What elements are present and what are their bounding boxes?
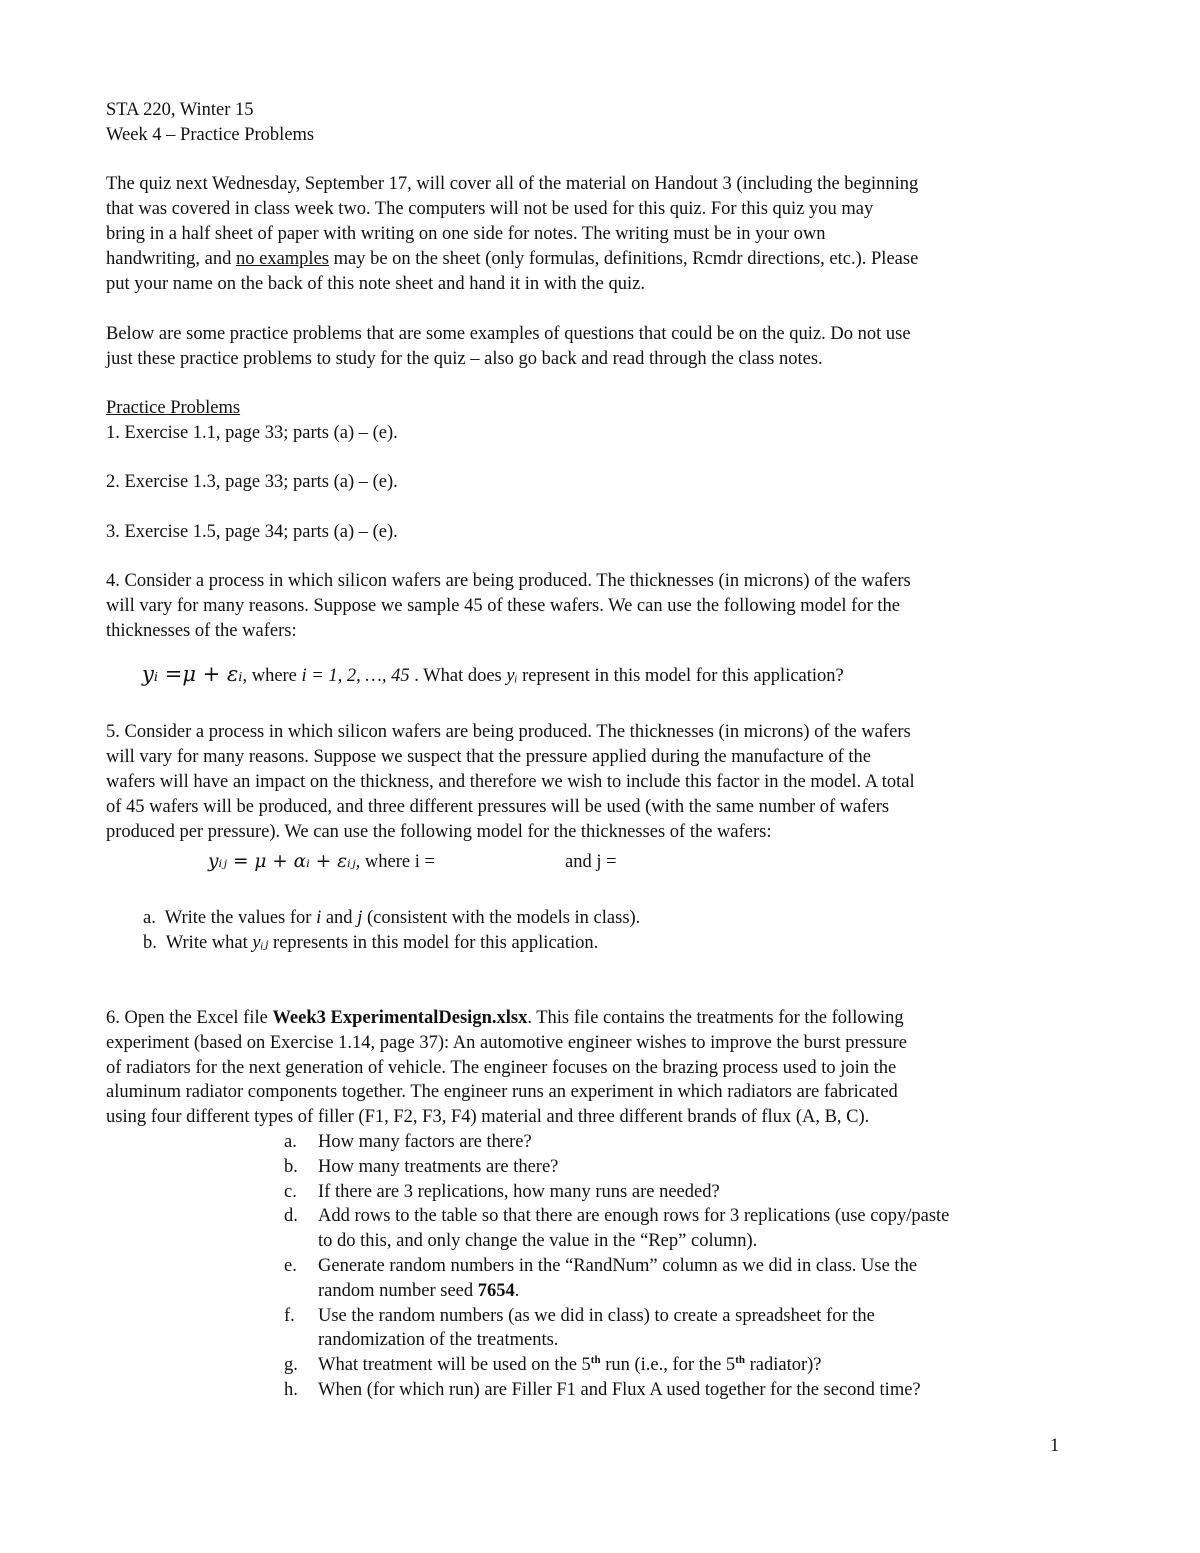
course-title: STA 220, Winter 15 [106,100,254,120]
item-f: randomization of the treatments. [318,1330,559,1350]
item-f: Use the random numbers (as we did in class) to create a spreadsheet for the [318,1306,875,1326]
text: radiator)? [744,1355,822,1375]
underlined-text: no examples [236,249,329,269]
text: handwriting, and [106,249,236,269]
item-label: h. [284,1380,298,1400]
intro-line: that was covered in class week two. The computers will not be used for this quiz. For this quiz you may [106,199,874,219]
problem-5-line: wafers will have an impact on the thickness, and therefore we wish to include this factor in the model. A total [106,772,915,792]
text: , where i = [355,852,435,872]
list-label: a. [143,908,156,928]
index-range: i = 1, 2, …, 45 [301,666,410,686]
text: , where [242,666,302,686]
superscript: th [735,1353,745,1366]
problem-4-equation [142,662,844,689]
item-g [318,1353,822,1378]
item-a: How many factors are there? [318,1132,532,1152]
page-number: 1 [1050,1436,1060,1456]
superscript: th [590,1353,601,1366]
text: run (i.e., for the 5 [600,1355,736,1375]
item-label: d. [284,1206,298,1226]
list-label: b. [143,933,157,953]
text: Write the values for [164,908,317,928]
equation: yᵢⱼ = μ + αᵢ + εᵢⱼ [208,851,356,872]
text: . This file contains the treatments for the following [527,1008,904,1028]
problem-5-equation [208,850,435,875]
text: random number seed [318,1281,478,1301]
problem-5b [143,931,598,956]
math-symbol: i [316,908,322,928]
problem-6-line: experiment (based on Exercise 1.14, page 37): An automotive engineer wishes to improve the burst pressure [106,1033,907,1053]
problem-5-line: 5. Consider a process in which silicon wafers are being produced. The thicknesses (in microns) of the wafers [106,722,911,742]
problem-4-line: 4. Consider a process in which silicon wafers are being produced. The thicknesses (in microns) of the wafers [106,571,911,591]
item-label: f. [284,1306,295,1326]
item-e: Generate random numbers in the “RandNum” column as we did in class. Use the [318,1256,918,1276]
intro-line: The quiz next Wednesday, September 17, will cover all of the material on Handout 3 (including the beginning [106,174,919,194]
problem-1: 1. Exercise 1.1, page 33; parts (a) – (e). [106,423,398,443]
text: What treatment will be used on the 5 [318,1355,591,1375]
item-d: Add rows to the table so that there are enough rows for 3 replications (use copy/paste [318,1206,950,1226]
seed-value: 7654 [477,1281,515,1301]
problem-4-line: will vary for many reasons. Suppose we sample 45 of these wafers. We can use the following model for the [106,596,900,616]
item-label: b. [284,1157,298,1177]
item-label: c. [284,1182,297,1202]
intro-line [106,247,918,272]
section-heading: Practice Problems [106,398,241,418]
page-title: Week 4 – Practice Problems [106,125,315,145]
problem-6-line [106,1006,904,1031]
problem-5a [143,906,640,931]
item-b: How many treatments are there? [318,1157,559,1177]
text: . [514,1281,520,1301]
problem-5-line: produced per pressure). We can use the following model for the thicknesses of the wafers: [106,822,772,842]
item-label: a. [284,1132,297,1152]
text: represents in this model for this application. [268,933,599,953]
math-symbol: yᵢ [506,666,518,686]
problem-3: 3. Exercise 1.5, page 34; parts (a) – (e). [106,522,398,542]
math-symbol: j [357,908,363,928]
text: (consistent with the models in class). [362,908,641,928]
problem-5-j: and j = [565,852,617,872]
math-symbol: yᵢⱼ [252,933,269,953]
problem-6-line: aluminum radiator components together. The engineer runs an experiment in which radiators are fabricated [106,1082,898,1102]
text: . What does [409,666,507,686]
text: and [321,908,358,928]
problem-2: 2. Exercise 1.3, page 33; parts (a) – (e). [106,472,398,492]
intro-line: put your name on the back of this note sheet and hand it in with the quiz. [106,274,645,294]
problem-6-line: using four different types of filler (F1, F2, F3, F4) material and three different brands of flux (A, B, C). [106,1107,870,1127]
text: 6. Open the Excel file [106,1008,273,1028]
intro-line: just these practice problems to study for the quiz – also go back and read through the class notes. [106,349,823,369]
problem-4-line: thicknesses of the wafers: [106,621,297,641]
item-label: e. [284,1256,297,1276]
item-e [318,1279,519,1304]
equation: yᵢ =μ + εᵢ [142,662,243,686]
intro-line: Below are some practice problems that are some examples of questions that could be on the quiz. Do not use [106,324,911,344]
item-d: to do this, and only change the value in the “Rep” column). [318,1231,758,1251]
item-h: When (for which run) are Filler F1 and Flux A used together for the second time? [318,1380,921,1400]
file-name: Week3 ExperimentalDesign.xlsx [272,1008,528,1028]
problem-5-line: will vary for many reasons. Suppose we suspect that the pressure applied during the manufacture of the [106,747,871,767]
item-c: If there are 3 replications, how many runs are needed? [318,1182,720,1202]
intro-line: bring in a half sheet of paper with writing on one side for notes. The writing must be in your own [106,224,826,244]
problem-6-line: of radiators for the next generation of vehicle. The engineer focuses on the brazing process used to join the [106,1058,897,1078]
text: Write what [165,933,253,953]
item-label: g. [284,1355,298,1375]
text: represent in this model for this application? [517,666,844,686]
problem-5-line: of 45 wafers will be produced, and three different pressures will be used (with the same number of wafers [106,797,890,817]
text: may be on the sheet (only formulas, definitions, Rcmdr directions, etc.). Please [329,249,919,269]
